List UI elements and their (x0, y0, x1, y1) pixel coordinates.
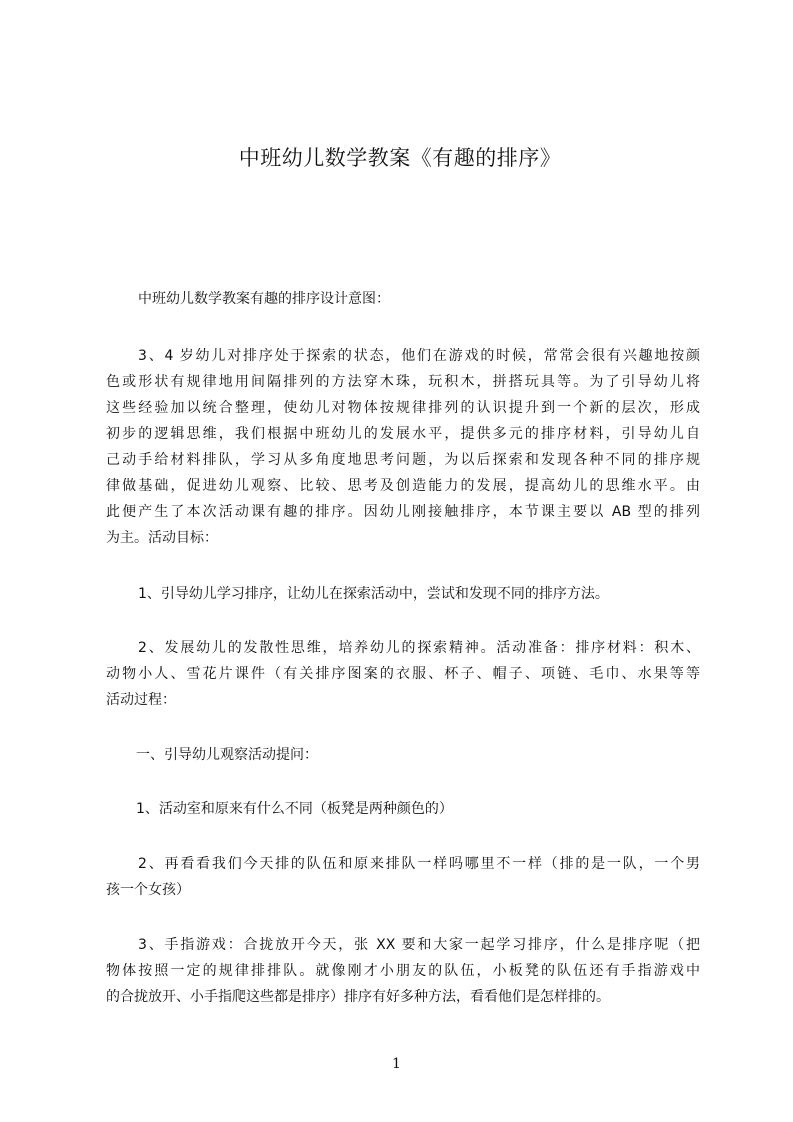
paragraph-line: 孩一个女孩） (106, 882, 190, 898)
paragraph-line: 律做基础，促进幼儿观察、比较、思考及创造能力的发展，提高幼儿的思维水平。由 (106, 478, 700, 494)
paragraph-line: 中班幼儿数学教案有趣的排序设计意图： (138, 291, 390, 307)
paragraph-line: 为主。活动目标： (106, 530, 218, 546)
paragraph-line: 的合拢放开、小手指爬这些都是排序）排序有好多种方法，看看他们是怎样排的。 (106, 989, 610, 1005)
paragraph-line: 3、手指游戏：合拢放开今天，张 XX 要和大家一起学习排序，什么是排序呢（把 (138, 937, 700, 953)
paragraph-line: 动物小人、雪花片课件（有关排序图案的衣服、杯子、帽子、项链、毛巾、水果等等 (106, 666, 700, 682)
paragraph-line: 2、发展幼儿的发散性思维，培养幼儿的探索精神。活动准备：排序材料：积木、 (138, 640, 700, 656)
section-heading: 一、引导幼儿观察活动提问： (136, 747, 318, 763)
paragraph-line: 己动手给材料排队，学习从多角度地思考问题，为以后探索和发现各种不同的排序规 (106, 452, 700, 468)
paragraph-line: 活动过程： (106, 692, 176, 708)
paragraph-line: 1、活动室和原来有什么不同（板凳是两种颜色的） (136, 801, 453, 817)
paragraph-line: 初步的逻辑思维，我们根据中班幼儿的发展水平，提供多元的排序材料，引导幼儿自 (106, 426, 700, 442)
page-number: 1 (392, 1056, 401, 1072)
document-title: 中班幼儿数学教案《有趣的排序》 (238, 146, 562, 170)
paragraph-line: 此便产生了本次活动课有趣的排序。因幼儿刚接触排序，本节课主要以 AB 型的排列 (106, 504, 700, 520)
paragraph-line: 色或形状有规律地用间隔排列的方法穿木珠，玩积木，拼搭玩具等。为了引导幼儿将 (106, 374, 700, 390)
paragraph-line: 2、再看看我们今天排的队伍和原来排队一样吗哪里不一样（排的是一队，一个男 (138, 856, 700, 872)
paragraph-line: 3、4 岁幼儿对排序处于探索的状态，他们在游戏的时候，常常会很有兴趣地按颜 (138, 348, 700, 364)
paragraph-line: 物体按照一定的规律排排队。就像刚才小朋友的队伍，小板凳的队伍还有手指游戏中 (106, 963, 700, 979)
paragraph-line: 1、引导幼儿学习排序，让幼儿在探索活动中，尝试和发现不同的排序方法。 (138, 586, 609, 602)
paragraph-line: 这些经验加以统合整理，使幼儿对物体按规律排列的认识提升到一个新的层次，形成 (106, 400, 700, 416)
